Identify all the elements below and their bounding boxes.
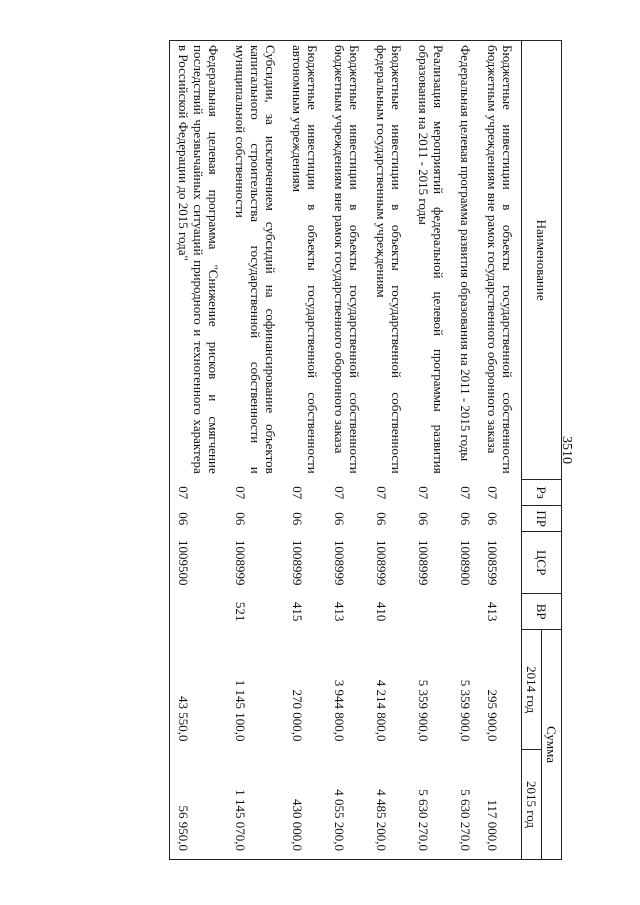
cell-vr: 413 [332, 601, 347, 622]
cell-vr: 521 [233, 601, 248, 622]
cell-vr [452, 594, 479, 630]
header-2014: 2014 год [522, 630, 542, 750]
cell-y2015: 430 000,0 [284, 750, 326, 860]
cell-csr: 1008999 [290, 539, 305, 586]
header-name: Наименование [522, 41, 562, 480]
cell-pr: 06 [485, 512, 500, 526]
cell-pr: 06 [290, 512, 305, 526]
header-2015: 2015 год [522, 750, 542, 860]
header-csr: ЦСР [522, 532, 562, 594]
rotated-content [60, 40, 580, 860]
cell-pr: 06 [233, 512, 248, 526]
cell-vr: 415 [290, 601, 305, 622]
cell-name: Реализация мероприятий федеральной целевой программы развития образования на 2011 - 2015 годы [410, 41, 452, 480]
table-row [479, 41, 522, 860]
cell-y2014: 3 944 800,0 [332, 679, 347, 742]
table-row [410, 41, 452, 860]
cell-y2014: 5 359 900,0 [416, 679, 431, 742]
cell-y2015: 4 485 200,0 [368, 750, 410, 860]
header-rz: Рз [522, 480, 562, 506]
cell-name: Бюджетные инвестиции в объекты государственной собственности автономным учреждениям [284, 41, 326, 480]
table-body [170, 41, 522, 860]
cell-y2014: 295 900,0 [485, 689, 500, 742]
header-pr: ПР [522, 506, 562, 532]
table-row [452, 41, 479, 860]
cell-csr: 1008999 [233, 539, 248, 586]
cell-rz: 07 [233, 486, 248, 500]
cell-pr: 06 [170, 506, 228, 532]
cell-y2015: 117 000,0 [479, 750, 522, 860]
cell-rz: 07 [458, 486, 473, 500]
table-row [284, 41, 326, 860]
cell-rz: 07 [416, 486, 431, 500]
cell-vr: 413 [485, 601, 500, 622]
cell-rz: 07 [485, 486, 500, 500]
cell-csr: 1009500 [170, 532, 228, 594]
cell-name: Федеральная целевая программа "Снижение рисков и смягчение последствий чрезвычайных ситуаций природного и техногенного характера в Российской Федерации до 2015 года" [170, 41, 228, 480]
cell-y2015: 5 630 270,0 [410, 750, 452, 860]
table-row [326, 41, 368, 860]
cell-y2015: 1 145 070,0 [227, 750, 284, 860]
table-row [368, 41, 410, 860]
cell-pr: 06 [374, 512, 389, 526]
table-header [522, 41, 562, 860]
cell-pr: 06 [416, 512, 431, 526]
table-row [170, 41, 228, 860]
cell-y2014: 1 145 100,0 [233, 679, 248, 742]
header-sum: Сумма [542, 630, 562, 860]
cell-y2015: 4 055 200,0 [326, 750, 368, 860]
cell-rz: 07 [374, 486, 389, 500]
cell-pr: 06 [332, 512, 347, 526]
cell-pr: 06 [458, 512, 473, 526]
cell-vr [410, 594, 452, 630]
cell-name: Бюджетные инвестиции в объекты государственной собственности федеральным государственным учреждениям [368, 41, 410, 480]
page-number: 3510 [559, 436, 574, 464]
cell-rz: 07 [170, 480, 228, 506]
cell-csr: 1008599 [485, 539, 500, 586]
cell-y2014: 4 214 800,0 [374, 679, 389, 742]
cell-csr: 1008999 [332, 539, 347, 586]
cell-y2014: 43 550,0 [170, 630, 228, 750]
cell-name: Бюджетные инвестиции в объекты государственной собственности бюджетным учреждениям вне рамок государственного оборонного заказа [326, 41, 368, 480]
cell-y2015: 5 630 270,0 [452, 750, 479, 860]
cell-vr [170, 594, 228, 630]
header-vr: ВР [522, 594, 562, 630]
cell-y2015: 56 950,0 [170, 750, 228, 860]
table-row [227, 41, 284, 860]
cell-csr: 1008999 [374, 539, 389, 586]
cell-csr: 1008900 [458, 539, 473, 586]
cell-rz: 07 [290, 486, 305, 500]
cell-csr: 1008999 [416, 539, 431, 586]
budget-table [169, 40, 562, 860]
cell-y2014: 5 359 900,0 [458, 679, 473, 742]
cell-name: Федеральная целевая программа развития образования на 2011 - 2015 годы [452, 41, 479, 480]
cell-name: Бюджетные инвестиции в объекты государственной собственности бюджетным учреждениям вне рамок государственного оборонного заказа [479, 41, 522, 480]
cell-vr: 410 [374, 601, 389, 622]
cell-y2014: 270 000,0 [290, 689, 305, 742]
cell-name: Субсидии, за исключением субсидий на софинансирование объектов капитального строительства государственной собственности и муниципальной собственности [227, 41, 284, 480]
cell-rz: 07 [332, 486, 347, 500]
